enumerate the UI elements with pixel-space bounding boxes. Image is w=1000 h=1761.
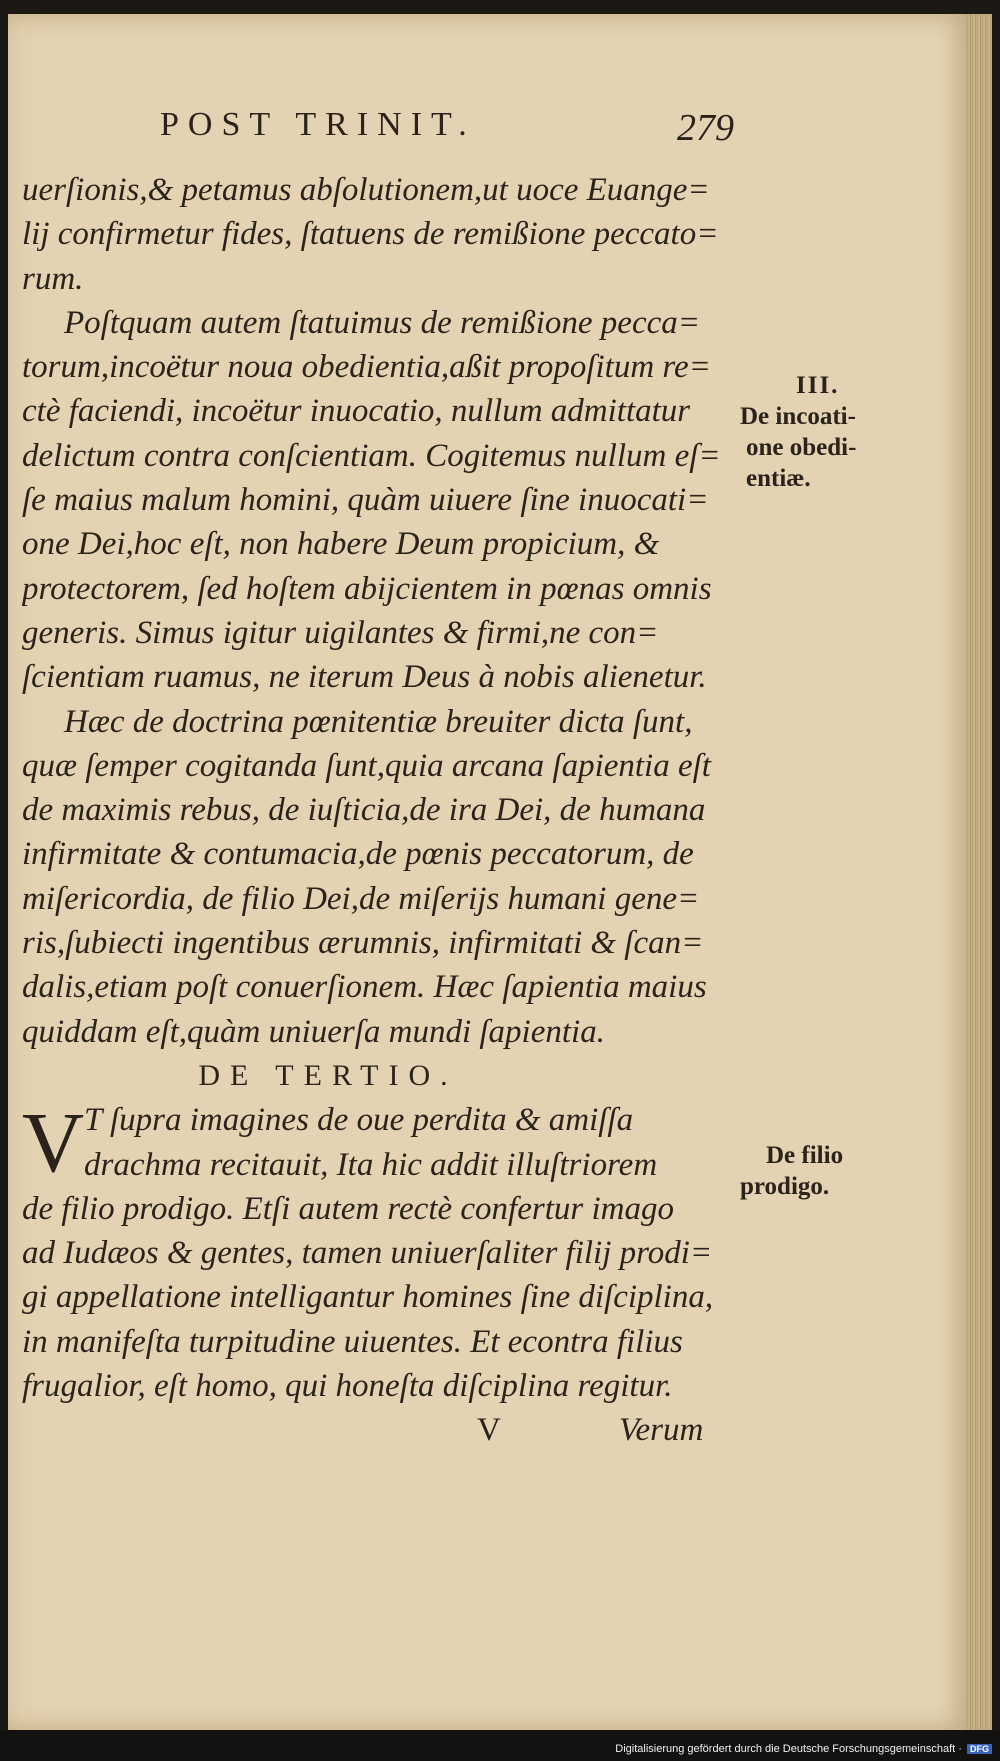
text-line: dalis,etiam poſt conuerſionem. Hæc ſapientia maius: [22, 969, 707, 1006]
text-line: torum,incoëtur noua obedientia,aßit propoſitum re=: [22, 349, 711, 386]
text-line: Hæc de doctrina pœnitentiæ breuiter dicta ſunt,: [64, 703, 693, 740]
margin-note-line: De incoati-: [740, 403, 856, 430]
text-line: frugalior, eſt homo, qui honeſta diſciplina regitur.: [22, 1368, 673, 1405]
text-line: ſcientiam ruamus, ne iterum Deus à nobis alienetur.: [22, 659, 707, 696]
page-edge: [966, 14, 992, 1730]
running-head: [160, 106, 740, 150]
text-line: lij confirmetur fides, ſtatuens de remißione peccato=: [22, 216, 719, 253]
text-line: ſe maius malum homini, quàm uiuere ſine inuocati=: [22, 482, 709, 519]
drop-cap: V: [22, 1094, 85, 1191]
text-line: drachma recitauit, Ita hic addit illuſtriorem: [84, 1146, 658, 1183]
text-line: ctè faciendi, incoëtur inuocatio, nullum admittatur: [22, 393, 691, 430]
credit-text: Digitalisierung gefördert durch die Deutsche Forschungsgemeinschaft ·: [615, 1743, 962, 1755]
section-paragraph: [22, 1094, 734, 1191]
text-line: delictum contra conſcientiam. Cogitemus nullum eſ=: [22, 437, 721, 474]
text-line: ad Iudæos & gentes, tamen uniuerſaliter filij prodi=: [22, 1235, 713, 1272]
text-line: infirmitate & contumacia,de pœnis peccatorum, de: [22, 836, 694, 873]
text-line: generis. Simus igitur uigilantes & firmi,ne con=: [22, 614, 659, 651]
text-line: uerſionis,& petamus abſolutionem,ut uoce Euange=: [22, 172, 710, 208]
catchword: Verum: [619, 1412, 704, 1449]
margin-note-line: De filio: [766, 1142, 844, 1169]
margin-note-line: prodigo.: [740, 1173, 830, 1200]
text-line: de filio prodigo. Etſi autem rectè confertur imago: [22, 1190, 674, 1227]
running-head-title: POST TRINIT.: [160, 106, 476, 143]
signature-line: [22, 1408, 734, 1452]
section-heading: DE TERTIO.: [198, 1058, 458, 1092]
page-number: 279: [677, 107, 734, 149]
dfg-logo: DFG: [967, 1744, 992, 1754]
main-text: [22, 168, 734, 1452]
margin-note-obedience: [740, 370, 940, 494]
margin-note-number: III.: [796, 372, 840, 399]
text-line: protectorem, ſed hoſtem abijcientem in pœnas omnis: [22, 570, 712, 607]
margin-note-line: one obedi-: [746, 434, 857, 461]
digitization-credit: [615, 1743, 992, 1755]
text-line: miſericordia, de filio Dei,de miſerijs humani gene=: [22, 880, 700, 917]
text-line: in manifeſta turpitudine uiuentes. Et econtra filius: [22, 1323, 683, 1360]
text-line: de maximis rebus, de iuſticia,de ira Dei, de humana: [22, 792, 706, 829]
text-line: ris,ſubiecti ingentibus ærumnis, infirmitati & ſcan=: [22, 925, 704, 962]
text-line: quiddam eſt,quàm uniuerſa mundi ſapientia.: [22, 1013, 605, 1050]
text-line: gi appellatione intelligantur homines ſine diſciplina,: [22, 1279, 714, 1316]
text-line: T ſupra imagines de oue perdita & amiſſa: [84, 1102, 634, 1139]
text-line: Poſtquam autem ſtatuimus de remißione pecca=: [64, 304, 701, 341]
text-line: one Dei,hoc eſt, non habere Deum propicium, &: [22, 526, 660, 563]
margin-note-line: entiæ.: [746, 465, 811, 492]
text-line: quæ ſemper cogitanda ſunt,quia arcana ſapientia eſt: [22, 747, 711, 784]
margin-note-prodigal-son: [740, 1140, 940, 1202]
signature-mark: V: [477, 1412, 501, 1449]
text-line: rum.: [22, 260, 84, 297]
